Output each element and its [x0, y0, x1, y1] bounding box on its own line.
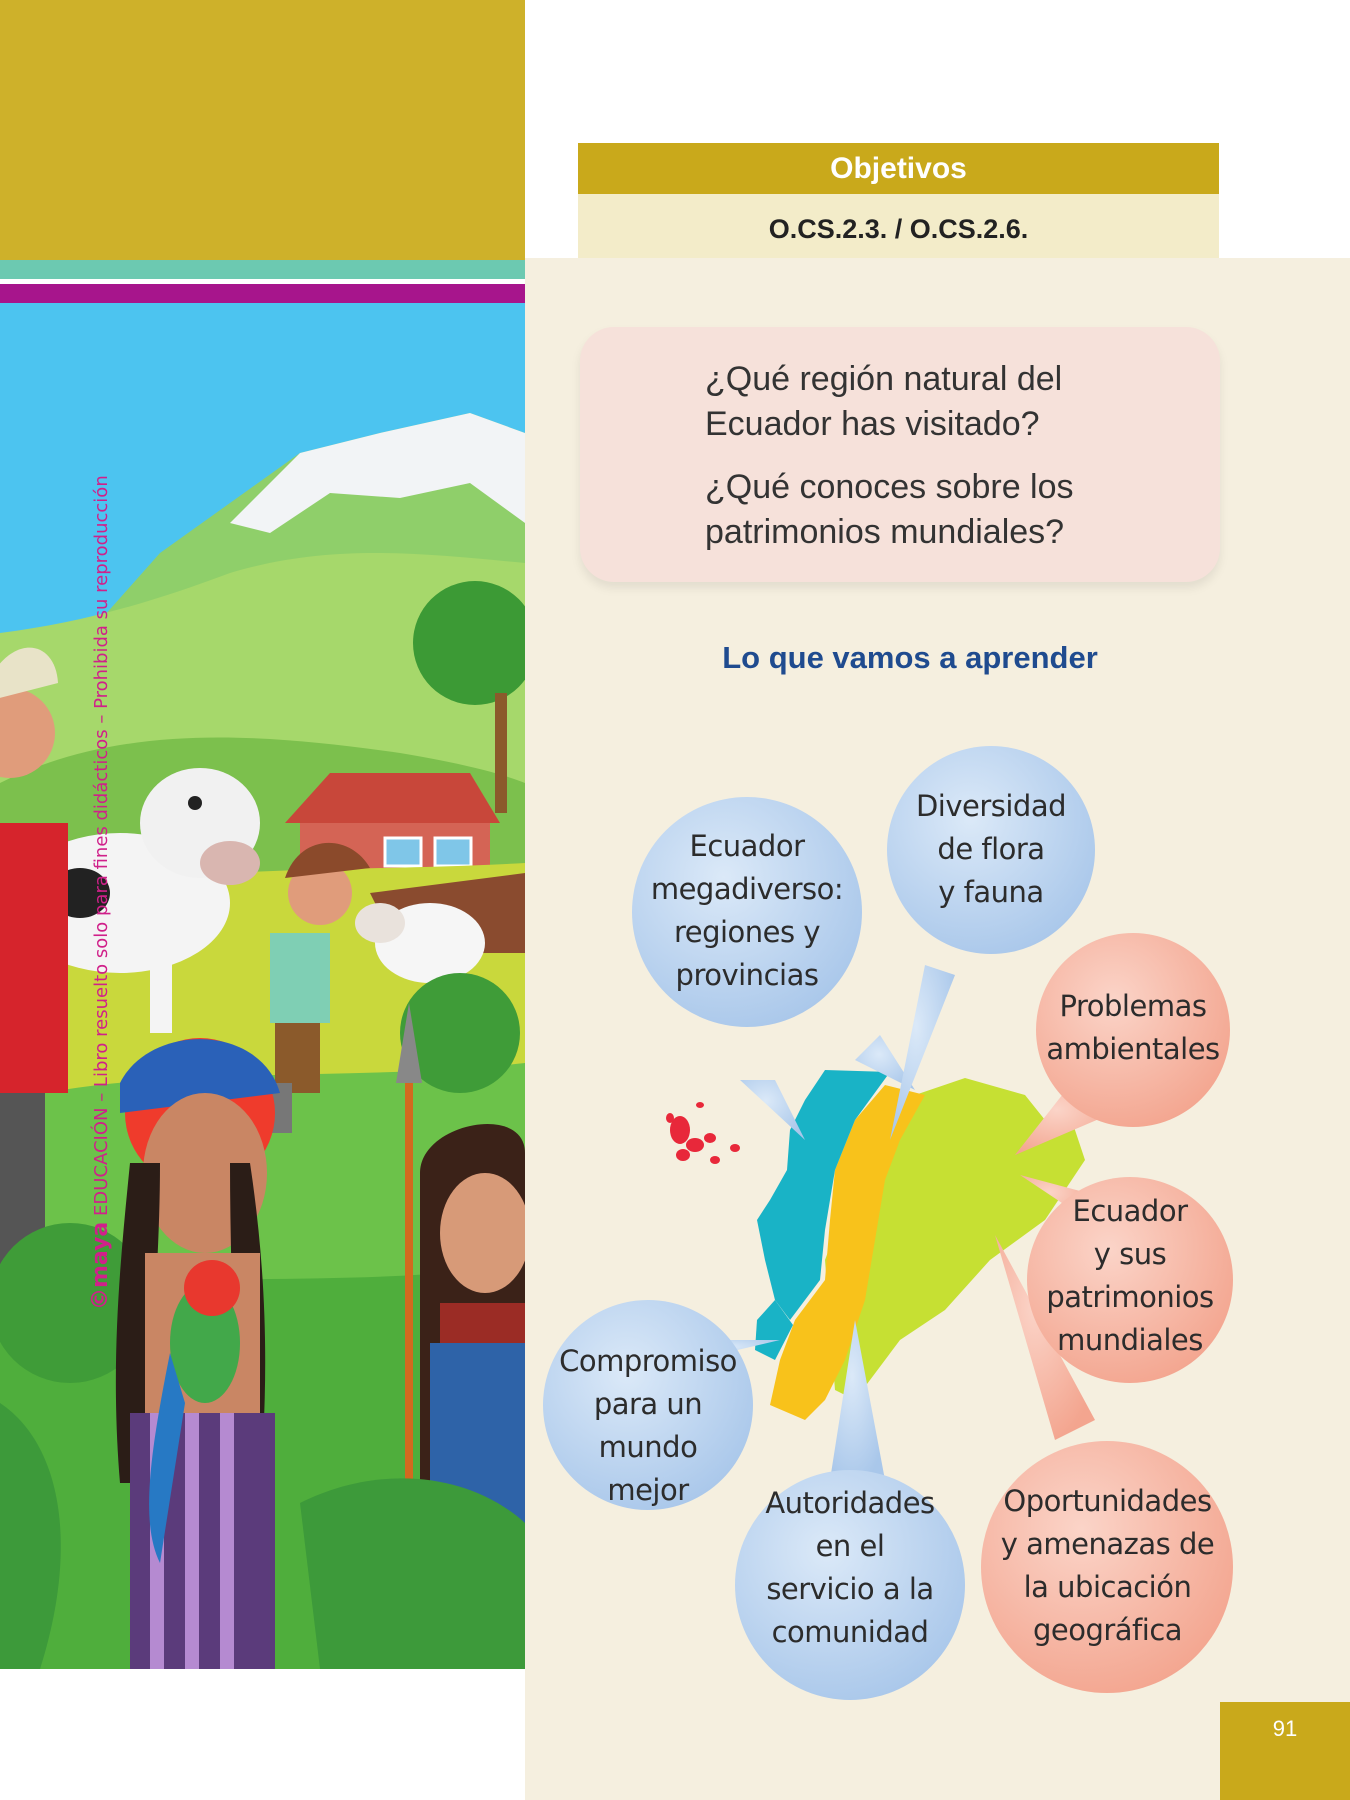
topic-patrimonios: Ecuador y sus patrimonios mundiales	[1046, 1194, 1214, 1357]
top-color-block	[0, 0, 525, 260]
page-number: 91	[1220, 1702, 1350, 1800]
topic-diversidad: Diversidad de flora y fauna	[915, 789, 1067, 909]
andean-scene-illustration	[0, 303, 525, 1669]
watermark-text: EDUCACIÓN – Libro resuelto solo para fines didácticos – Prohibida su reproducción	[91, 475, 112, 1222]
question-box	[580, 327, 1220, 582]
question-2: ¿Qué conoces sobre los patrimonios mundiales?	[705, 468, 1074, 551]
watermark-brand: ©maya	[88, 1221, 113, 1310]
topic-compromiso: Compromiso para un mundo mejor	[559, 1344, 737, 1507]
copyright-watermark	[88, 475, 113, 1310]
teal-stripe	[0, 260, 525, 279]
topics-map-diagram	[525, 700, 1350, 1700]
galapagos-islands	[666, 1102, 740, 1164]
magenta-stripe	[0, 284, 525, 303]
topic-megadiverso: Ecuador megadiverso: regiones y provincias	[650, 829, 844, 992]
learn-section-title: Lo que vamos a aprender	[722, 640, 1098, 675]
topic-problemas: Problemas ambientales	[1046, 989, 1220, 1066]
topic-autoridades: Autoridades en el servicio a la comunidad	[765, 1486, 935, 1649]
question-1: ¿Qué región natural del Ecuador has visitado?	[705, 360, 1063, 443]
objetivos-title: Objetivos	[578, 143, 1219, 194]
objetivos-codes: O.CS.2.3. / O.CS.2.6.	[578, 194, 1219, 258]
topic-oportunidades: Oportunidades y amenazas de la ubicación geográfica	[1000, 1484, 1215, 1647]
